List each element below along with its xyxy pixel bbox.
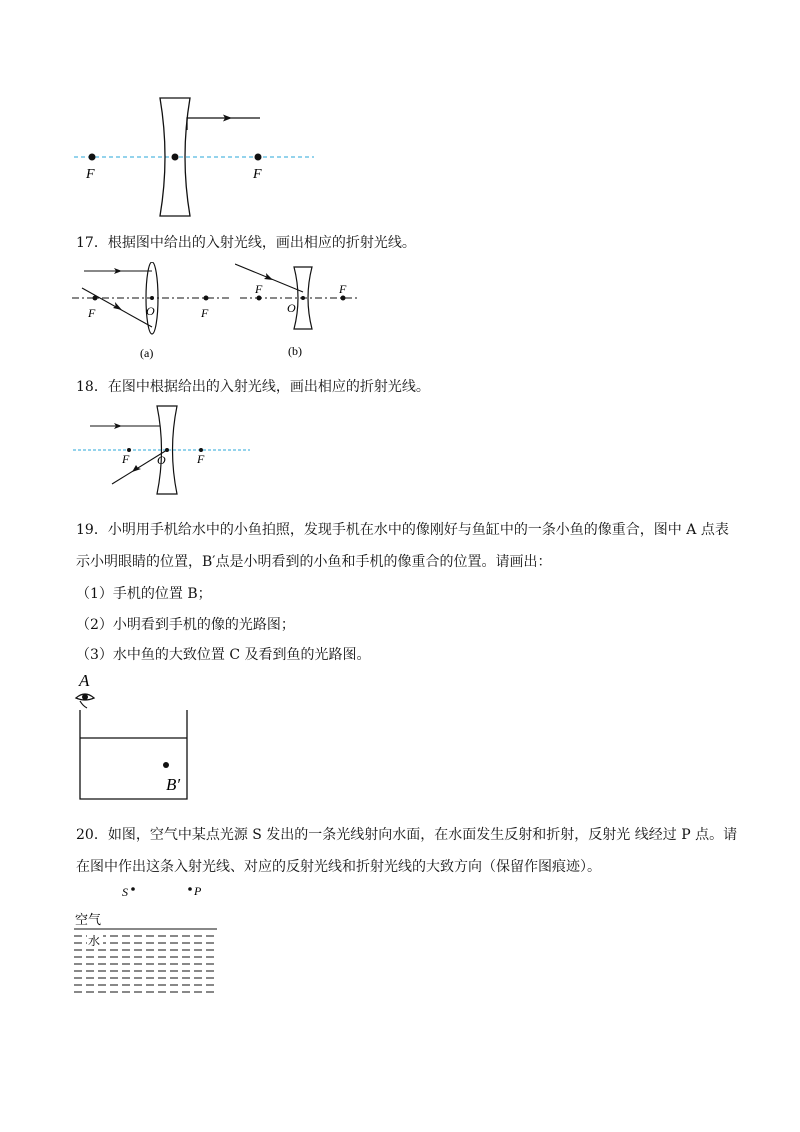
label-F-right: F — [339, 282, 347, 296]
optical-center — [172, 154, 179, 161]
q18-diagram — [70, 402, 255, 502]
point-P — [188, 887, 192, 891]
label-P: P — [194, 884, 202, 898]
focus-point-right — [341, 296, 346, 301]
eye-icon — [76, 694, 94, 708]
question-19-line-1: 19．小明用手机给水中的小鱼拍照，发现手机在水中的像刚好与鱼缸中的一条小鱼的像重合，图中 A 点表 — [76, 522, 729, 538]
label-A: A — [79, 671, 90, 690]
q16-diagram — [60, 90, 340, 225]
optical-center — [301, 296, 305, 300]
label-F-right: F — [201, 306, 209, 320]
label-F-left: F — [86, 167, 95, 182]
point-B-prime — [163, 762, 169, 768]
question-19-sub-2: （2）小明看到手机的像的光路图； — [76, 617, 295, 633]
q19-diagram — [65, 668, 200, 803]
label-O: O — [146, 304, 155, 318]
question-20-line-2: 在图中作出这条入射光线、对应的反射光线和折射光线的大致方向（保留作图痕迹）。 — [76, 859, 601, 875]
q17a-diagram — [70, 262, 235, 362]
question-19-sub-3: （3）水中鱼的大致位置 C 及看到鱼的光路图。 — [76, 647, 371, 663]
question-18-text: 18．在图中根据给出的入射光线，画出相应的折射光线。 — [76, 379, 430, 395]
label-O: O — [157, 453, 166, 467]
focus-point-right — [204, 296, 209, 301]
question-17-text: 17．根据图中给出的入射光线，画出相应的折射光线。 — [76, 235, 416, 251]
caption-b: (b) — [288, 344, 302, 358]
label-S: S — [122, 885, 128, 899]
label-F-left: F — [122, 452, 130, 466]
question-20-line-1: 20．如图，空气中某点光源 S 发出的一条光线射向水面，在水面发生反射和折射，反射光 线经过 P 点。请 — [76, 827, 738, 843]
label-F-right: F — [197, 452, 205, 466]
focus-point-left — [93, 296, 98, 301]
q20-diagram — [70, 880, 225, 998]
label-water: 水 — [88, 934, 101, 948]
label-B-prime: B′ — [166, 775, 181, 794]
point-S — [131, 887, 135, 891]
incident-ray — [187, 118, 260, 130]
question-19-sub-1: （1）手机的位置 B； — [76, 586, 212, 602]
optical-center — [165, 448, 169, 452]
q17b-diagram — [235, 262, 365, 362]
caption-a: (a) — [140, 346, 154, 360]
focus-point-right — [255, 154, 262, 161]
ray-arrow — [132, 465, 141, 472]
label-F-left: F — [255, 282, 263, 296]
label-O: O — [287, 301, 296, 315]
label-F-left: F — [88, 306, 96, 320]
question-19-line-2: 示小明眼睛的位置，B′点是小明看到的小鱼和手机的像重合的位置。请画出： — [76, 554, 552, 570]
label-air: 空气 — [75, 912, 102, 927]
focus-point-left — [257, 296, 262, 301]
label-F-right: F — [253, 167, 262, 182]
optical-center — [150, 296, 154, 300]
focus-point-left — [89, 154, 96, 161]
